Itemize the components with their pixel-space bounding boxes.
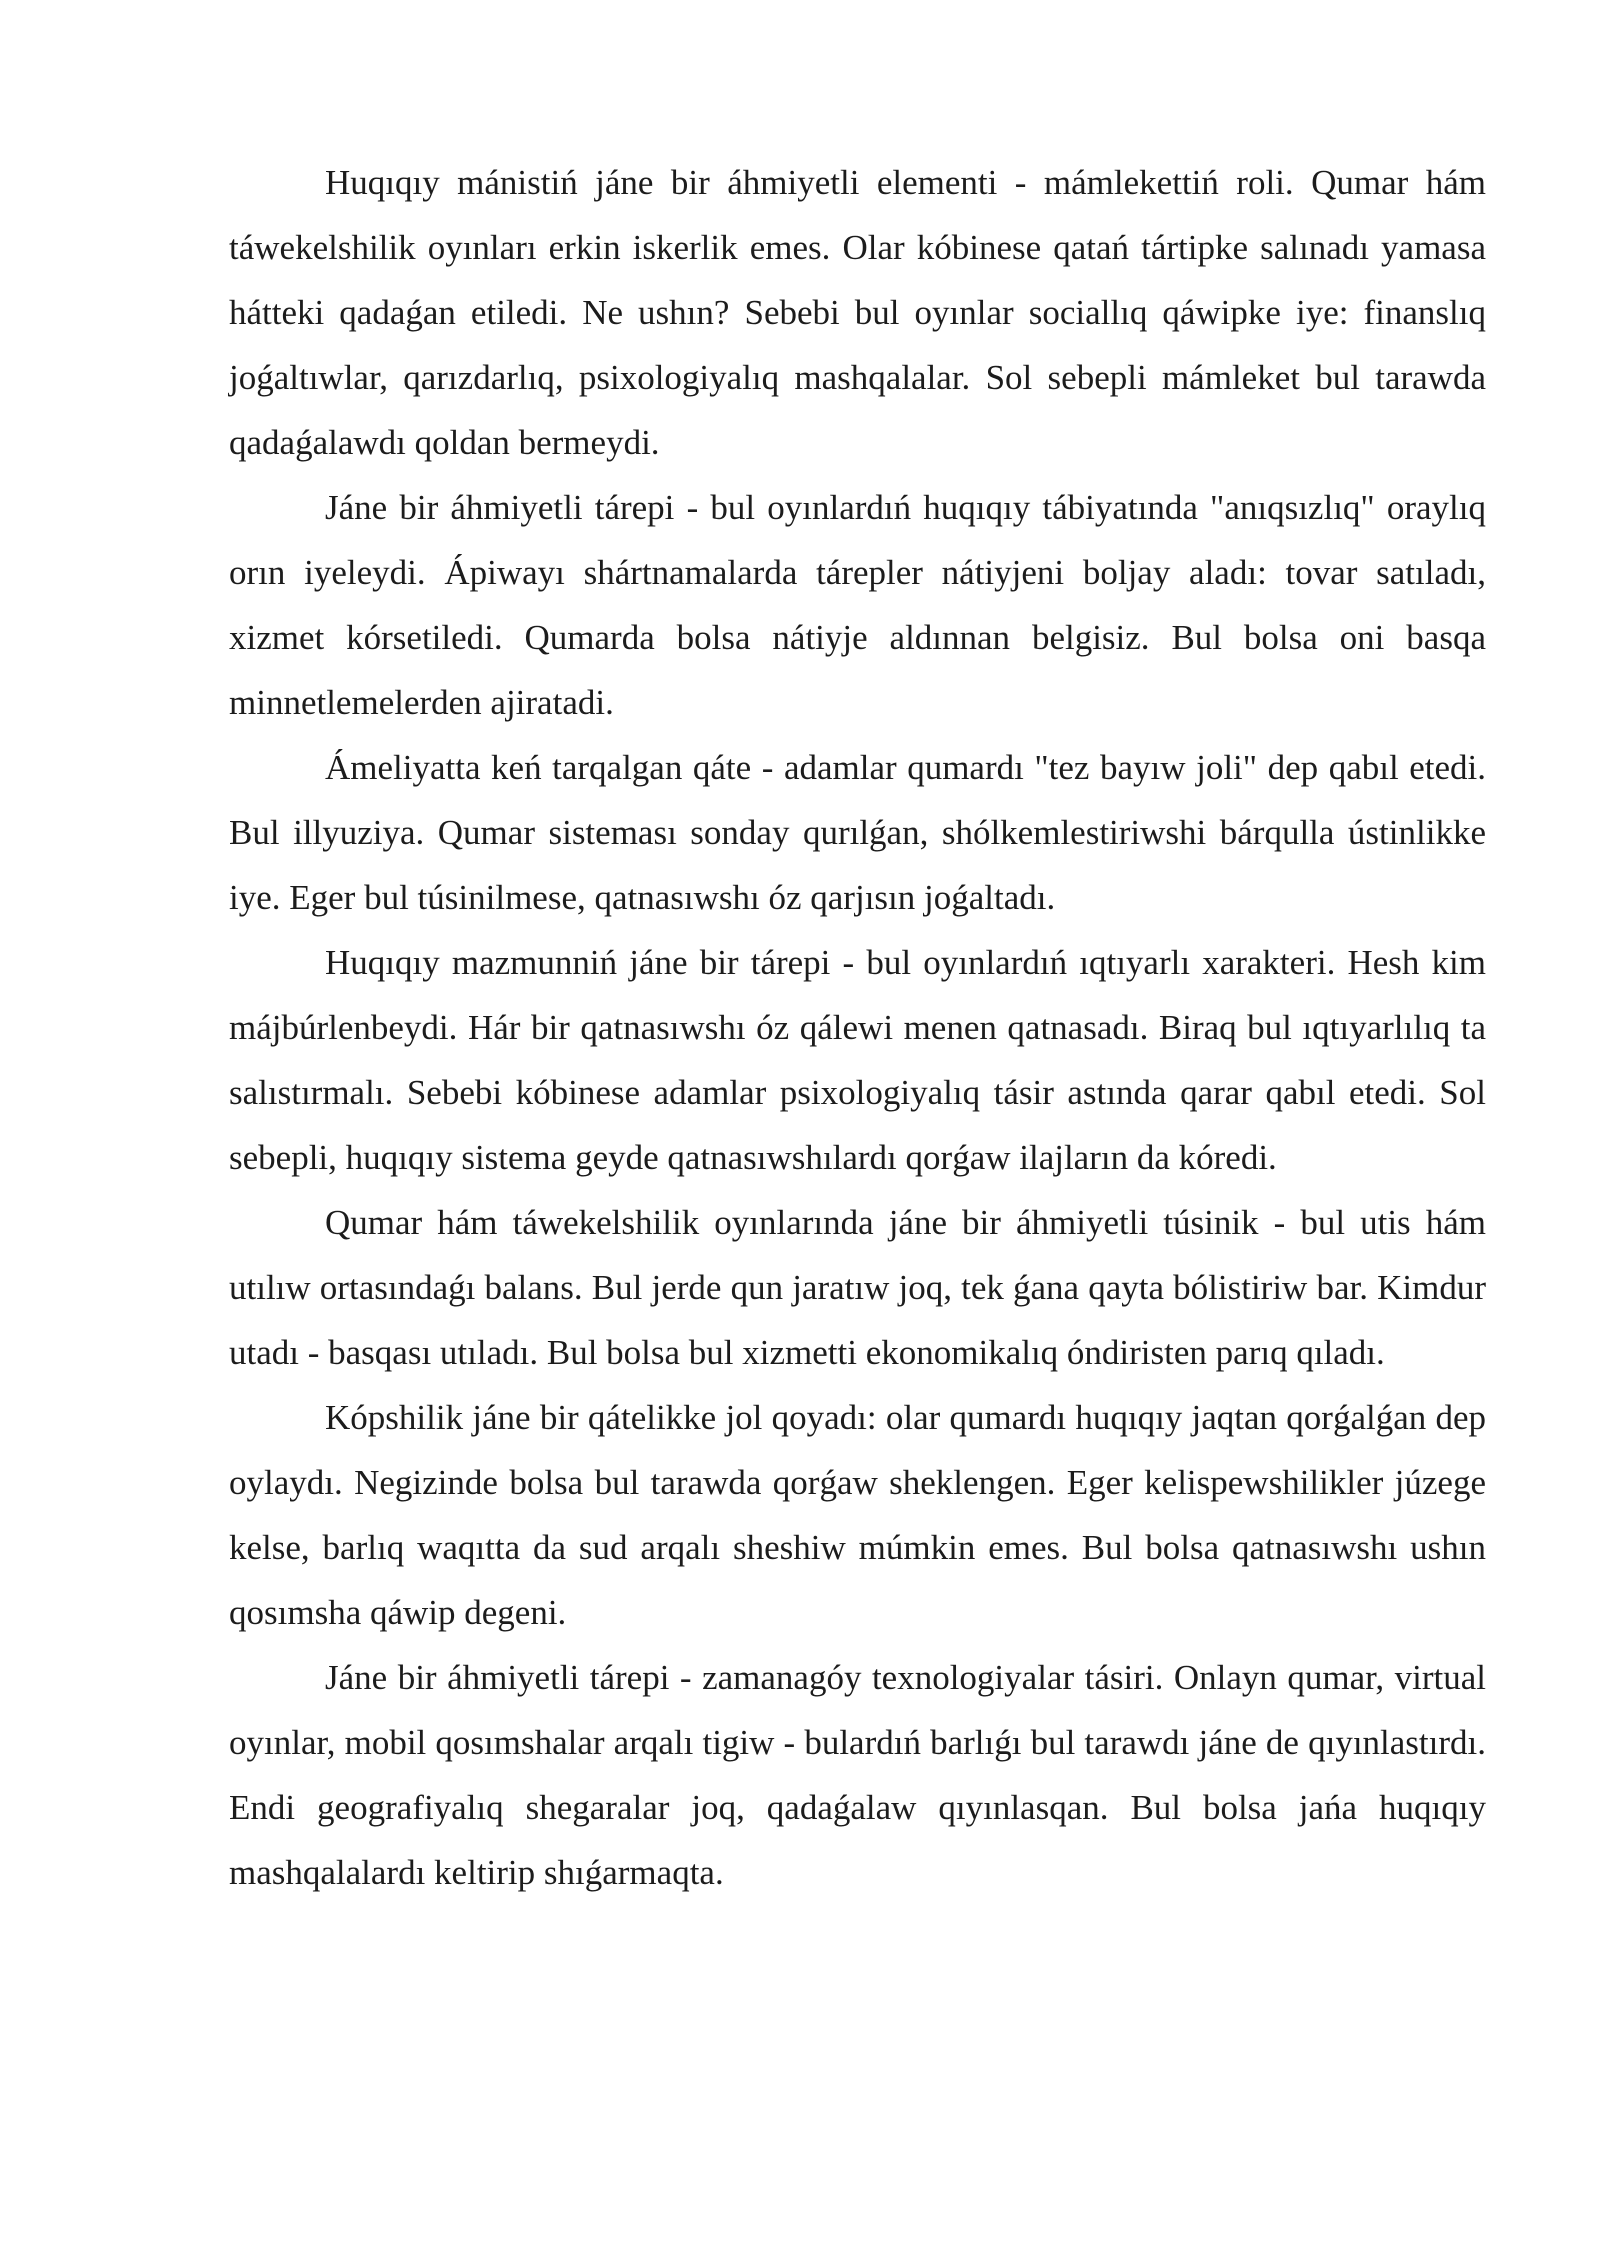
paragraph: Huqıqıy mazmunniń jáne bir tárepi - bul oyınlardıń ıqtıyarlı xarakteri. Hesh kim májbúrlenbeydi. Hár bir qatnasıwshı óz qálewi menen qatnasadı. Biraq bul ıqtıyarlılıq ta salıstırmalı. Sebebi kóbinese adamlar psixologiyalıq tásir astında qarar qabıl etedi. Sol sebepli, huqıqıy sistema geyde qatnasıwshılardı qorǵaw ilajların da kóredi. [229, 943, 1486, 1177]
paragraph: Qumar hám táwekelshilik oyınlarında jáne bir áhmiyetli túsinik - bul utis hám utılıw ortasındaǵı balans. Bul jerde qun jaratıw joq, tek ǵana qayta bólistiriw bar. Kimdur utadı - basqası utıladı. Bul bolsa bul xizmetti ekonomikalıq óndiristen parıq qıladı. [229, 1203, 1486, 1372]
paragraph: Ámeliyatta keń tarqalgan qáte - adamlar qumardı "tez bayıw joli" dep qabıl etedi. Bul illyuziya. Qumar sisteması sonday qurılǵan, shólkemlestiriwshi bárqulla ústinlikke iye. Eger bul túsinilmese, qatnasıwshı óz qarjısın joǵaltadı. [229, 748, 1486, 917]
paragraph: Kópshilik jáne bir qátelikke jol qoyadı: olar qumardı huqıqıy jaqtan qorǵalǵan dep oylaydı. Negizinde bolsa bul tarawda qorǵaw sheklengen. Eger kelispewshilikler júzege kelse, barlıq waqıtta da sud arqalı sheshiw múmkin emes. Bul bolsa qatnasıwshı ushın qosımsha qáwip degeni. [229, 1398, 1486, 1632]
paragraph: Jáne bir áhmiyetli tárepi - zamanagóy texnologiyalar tásiri. Onlayn qumar, virtual oyınlar, mobil qosımshalar arqalı tigiw - bulardıń barlıǵı bul tarawdı jáne de qıyınlastırdı. Endi geografiyalıq shegaralar joq, qadaǵalaw qıyınlasqan. Bul bolsa jańa huqıqıy mashqalalardı keltirip shıǵarmaqta. [229, 1658, 1486, 1892]
paragraph: Huqıqıy mánistiń jáne bir áhmiyetli elementi - mámlekettiń roli. Qumar hám táwekelshilik oyınları erkin iskerlik emes. Olar kóbinese qatań tártipke salınadı yamasa hátteki qadaǵan etiledi. Ne ushın? Sebebi bul oyınlar sociallıq qáwipke iye: finanslıq joǵaltıwlar, qarızdarlıq, psixologiyalıq mashqalalar. Sol sebepli mámleket bul tarawda qadaǵalawdı qoldan bermeydi. [229, 163, 1486, 462]
document-body [229, 150, 1486, 1905]
paragraph: Jáne bir áhmiyetli tárepi - bul oyınlardıń huqıqıy tábiyatında "anıqsızlıq" oraylıq orın iyeleydi. Ápiwayı shártnamalarda tárepler nátiyjeni boljay aladı: tovar satıladı, xizmet kórsetiledi. Qumarda bolsa nátiyje aldınnan belgisiz. Bul bolsa oni basqa minnetlemelerden ajiratadi. [229, 488, 1486, 722]
